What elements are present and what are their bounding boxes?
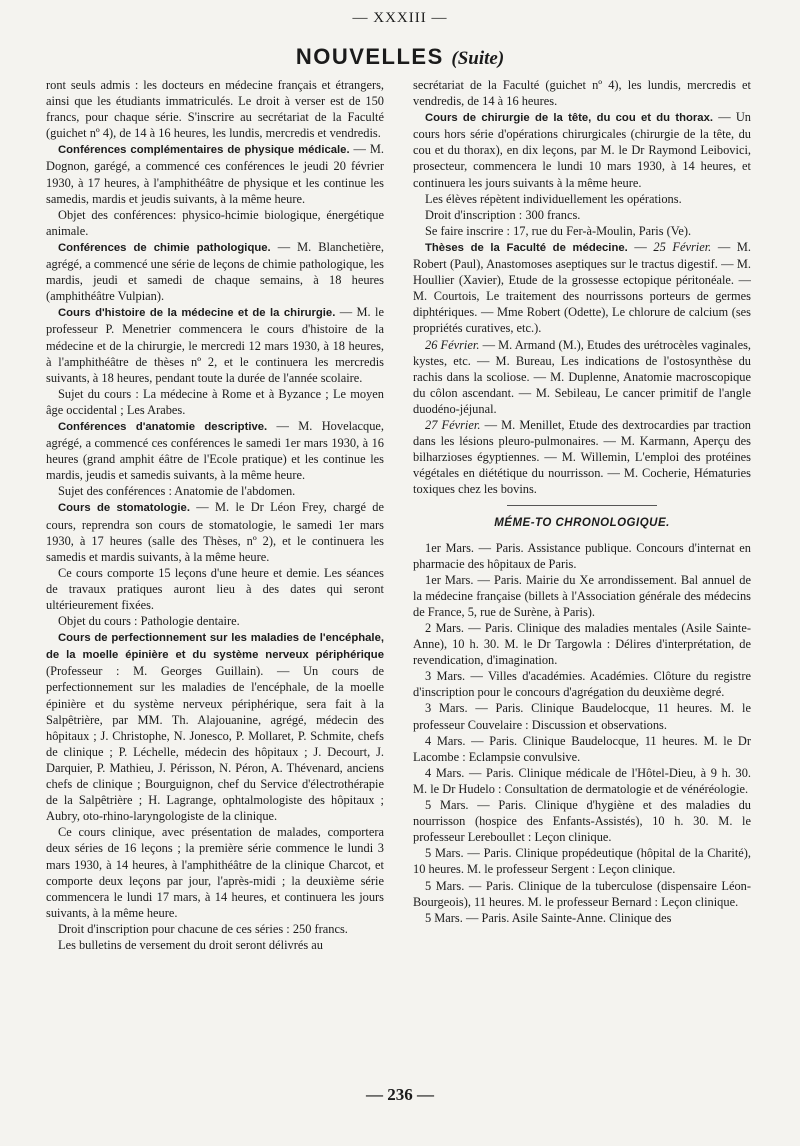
paragraph: Droit d'inscription : 300 francs. <box>425 207 581 222</box>
thesis-entry <box>413 417 751 497</box>
notice-heading: Cours d'histoire de la médecine et de la chirurgie. <box>58 307 336 320</box>
notice-chirurgie <box>413 109 751 190</box>
paragraph: Les bulletins de versement du droit seront délivrés au <box>58 937 323 952</box>
chrono-entry: 3 Mars. — Paris. Clinique Baudelocque, 11 heures. M. le professeur Couvelaire : Discussion et observations. <box>413 701 751 732</box>
notice-text: — M. Hovelacque, agrégé, a commencé ces conférences le samedi 1er mars 1930, à 16 heures (grand amphit éâtre de l'Ecole pratique) et les continue les mardis, jeudis et samedis suivants, à la même heure. <box>46 418 384 483</box>
chrono-entry: 5 Mars. — Paris. Asile Sainte-Anne. Clinique des <box>425 910 672 925</box>
thesis-date: 26 Février. <box>425 337 480 352</box>
thesis-date: 25 Février. <box>653 239 712 254</box>
paragraph: Ce cours clinique, avec présentation de malades, comportera deux séries de 16 leçons ; la première série commence le lundi 3 mars 1930, à 14 heures, à l'amphithéâtre de la clinique Charcot, et comporte deux leçons par jour, l'après-midi ; la deuxième série commencera le lundi 17 mars, à 14 heures, et continuera les jours suivants, à la même heure. <box>46 825 384 920</box>
left-column <box>46 77 384 1082</box>
notice-text: — M. le Dr Léon Frey, chargé de cours, reprendra son cours de stomatologie, le samedi 1er mars 1930, à 17 heures (salle des Thèses, nº 2), et le continuera les samedis et mardis suivants, à la même heure. <box>46 500 384 564</box>
notice-heading: Cours de perfectionnement sur les maladies de l'encéphale, de la moelle épinière et du système nerveux périphérique <box>46 632 384 662</box>
page-number: — 236 — <box>366 1085 434 1104</box>
notice-heading: Thèses de la Faculté de médecine. <box>425 241 628 254</box>
notice-histoire <box>46 304 384 385</box>
notice-text: — M. Menillet, Etude des dextrocardies par traction dans les lésions pleuro-pulmonaires. — M. Karmann, Aperçu des bilharzioses égyptiennes. — M. Willemin, L'emploi des protéines végétales en diététique du nourrisson. — M. Cocherie, Hématuries toxiques chez les bovins. <box>413 417 751 497</box>
notice-text: — Un cours hors série d'opérations chirurgicales (chirurgie de la tête, du cou et du thorax), en dix leçons, par M. le Dr Raymond Leibovici, prosecteur, commencera le lundi 10 mars 1930, à 14 heures, et continuera les jours suivants à la même heure. <box>413 110 751 190</box>
notice-text: — M. Blanchetière, agrégé, a commencé une série de leçons de chimie pathologique, les mardis, jeudi et samedi de chaque semains, à 18 heures (amphithéâtre Vulpian). <box>46 239 384 304</box>
section-title-text: NOUVELLES <box>295 44 444 69</box>
right-column <box>413 77 751 1082</box>
notice-heading: Conférences de chimie pathologique. <box>58 241 271 254</box>
thesis-entry <box>413 337 751 417</box>
section-title-suite: (Suite) <box>451 48 505 69</box>
chrono-entry: 1er Mars. — Paris. Assistance publique. Concours d'internat en pharmacie des hôpitaux de Paris. <box>413 540 751 571</box>
chrono-entry: 5 Mars. — Paris. Clinique de la tuberculose (dispensaire Léon-Bourgeois), 11 heures. M. le professeur Bernard : Leçon clinique. <box>413 878 751 909</box>
notice-text: (Professeur : M. Georges Guillain). — Un cours de perfectionnement sur les maladies de l'encéphale, de la moelle épinière et du système nerveux périphérique, sera fait à la Salpêtrière, par MM. Th. Alajouanine, agrégé, médecin des hôpitaux ; J. Christophe, N. Jonesco, P. Mollaret, P. Schmite, chefs de clinique ; P. Léchelle, médecin des hôpitaux ; J. Decourt, J. Darquier, P. Mathieu, J. Périsson, N. Péron, A. Thévenard, anciens chefs de clinique ; Bourguignon, chef du Service d'électrothérapie de la Salpêtrière ; H. Lagrange, ophtalmologiste des hôpitaux ; Aubry, oto-rhino-laryngologiste de la clinique. <box>46 664 384 824</box>
notice-chimie <box>46 239 384 304</box>
notice-heading: Conférences complémentaires de physique médicale. <box>58 144 350 157</box>
paragraph: Droit d'inscription pour chacune de ces séries : 250 francs. <box>58 921 348 936</box>
paragraph: Sujet des conférences : Anatomie de l'abdomen. <box>58 484 296 499</box>
notice-stomatologie <box>46 499 384 564</box>
paragraph: Ce cours comporte 15 leçons d'une heure et demie. Les séances de travaux pratiques auront lieu à des dates qui seront ultérieurement fixées. <box>46 565 384 612</box>
chrono-entry: 5 Mars. — Paris. Clinique propédeutique (hôpital de la Charité), 10 heures. M. le professeur Sergent : Leçon clinique. <box>413 846 751 877</box>
paragraph: secrétariat de la Faculté (guichet nº 4), les lundis, mercredis et vendredis, de 14 à 16 heures. <box>413 78 751 109</box>
notice-anatomie <box>46 418 384 483</box>
notice-text: — M. Robert (Paul), Anastomoses aseptiques sur le tractus digestif. — M. Houllier (Xavier), Etude de la grossesse ectopique péritonéale. — M. Courtois, Le traitement des nourrissons porteurs de germes diphtériques. — Mme Robert (Odette), Le chlorure de calcium (ses propriétés curatives, etc.). <box>413 239 751 336</box>
notice-perfectionnement <box>46 629 384 824</box>
roman-page-number: — XXXIII — <box>352 10 448 26</box>
notice-theses: Thèses de la Faculté de médecine. — 25 Février. — M. Robert (Paul), Anastomoses aseptiques sur le tractus digestif. — M. Houllier (Xavier), Etude de la grossesse ectopique péritonéale. — M. Courtois, Le traitement des nourrissons porteurs de germes diphtériques. — Mme Robert (Odette), Le chlorure de calcium (ses propriétés curatives, etc.). <box>413 239 751 336</box>
chrono-entry: 2 Mars. — Paris. Clinique des maladies mentales (Asile Sainte-Anne), 10 h. 30. M. le Dr Targowla : Délires d'interprétation, de revendication, d'imagination. <box>413 621 751 668</box>
divider <box>507 505 657 506</box>
paragraph: Les élèves répètent individuellement les opérations. <box>425 191 682 206</box>
notice-text: — M. Dognon, garégé, a commencé ces conférences le jeudi 20 février 1930, à 17 heures, à l'amphithéâtre de physique et les continue les samedis, mardis et jeudis suivants, à la même heure. <box>46 142 384 206</box>
notice-heading: Cours de chirurgie de la tête, du cou et du thorax. <box>425 112 714 125</box>
notice-physique <box>46 141 384 206</box>
section-title <box>0 44 800 70</box>
paragraph: ront seuls admis : les docteurs en médecine français et étrangers, ainsi que les étudiants immatriculés. Le droit à verser est de 150 francs, pour chaque série. S'inscrire au secrétariat de la Faculté (guichet nº 4), de 14 à 16 heures, les lundis, mercredis et vendredis. <box>46 78 384 141</box>
notice-text: — M. Armand (M.), Etudes des urétrocèles vaginales, kystes, etc. — M. Bureau, Les indications de l'ostosynthèse du rachis dans la scoliose. — M. Duplenne, Anatomie macroscopique du côlon ascendant. — M. Sebileau, Le cancer primitif de l'angle duodéno-jéjunal. <box>413 337 751 416</box>
paragraph: Se faire inscrire : 17, rue du Fer-à-Moulin, Paris (Ve). <box>425 223 692 238</box>
chrono-entry: 5 Mars. — Paris. Clinique d'hygiène et des maladies du nourrisson (hospice des Enfants-Assistés), 10 h. 30. M. le professeur Lereboullet : Leçon clinique. <box>413 798 751 845</box>
notice-text: — M. le professeur P. Menetrier commencera le cours d'histoire de la médecine et de la chirurgie, le mercredi 12 mars 1930, à 18 heures, à l'amphithéâtre de thèses nº 2, et le continuera les mercredis suivants, à 18 heures, pendant toute la durée de l'année scolaire. <box>46 305 384 385</box>
chrono-title: MÉME-TO CHRONOLOGIQUE. <box>494 517 670 530</box>
notice-heading: Conférences d'anatomie descriptive. <box>58 420 268 433</box>
chrono-entry: 4 Mars. — Paris. Clinique Baudelocque, 11 heures. M. le Dr Lacombe : Eclampsie convulsive. <box>413 733 751 764</box>
chrono-entry: 1er Mars. — Paris. Mairie du Xe arrondissement. Bal annuel de la médecine française (billets à l'Association générale des médecins de France, 5, rue de Surène, à Paris). <box>413 572 751 619</box>
paragraph: Sujet du cours : La médecine à Rome et à Byzance ; Le moyen âge occidental ; Les Arabes. <box>46 386 384 417</box>
thesis-date: 27 Février. <box>425 417 481 432</box>
paragraph: Objet des conférences: physico-hcimie biologique, énergétique animale. <box>46 207 384 238</box>
chrono-entry: 4 Mars. — Paris. Clinique médicale de l'Hôtel-Dieu, à 9 h. 30. M. le Dr Hudelo : Consultation de dermatologie et de vénéréologie. <box>413 765 751 796</box>
notice-heading: Cours de stomatologie. <box>58 502 190 515</box>
chrono-entry: 3 Mars. — Villes d'académies. Académies. Clôture du registre d'inscription pour le concours d'agrégation du deuxième degré. <box>413 669 751 700</box>
paragraph: Objet du cours : Pathologie dentaire. <box>58 614 240 629</box>
